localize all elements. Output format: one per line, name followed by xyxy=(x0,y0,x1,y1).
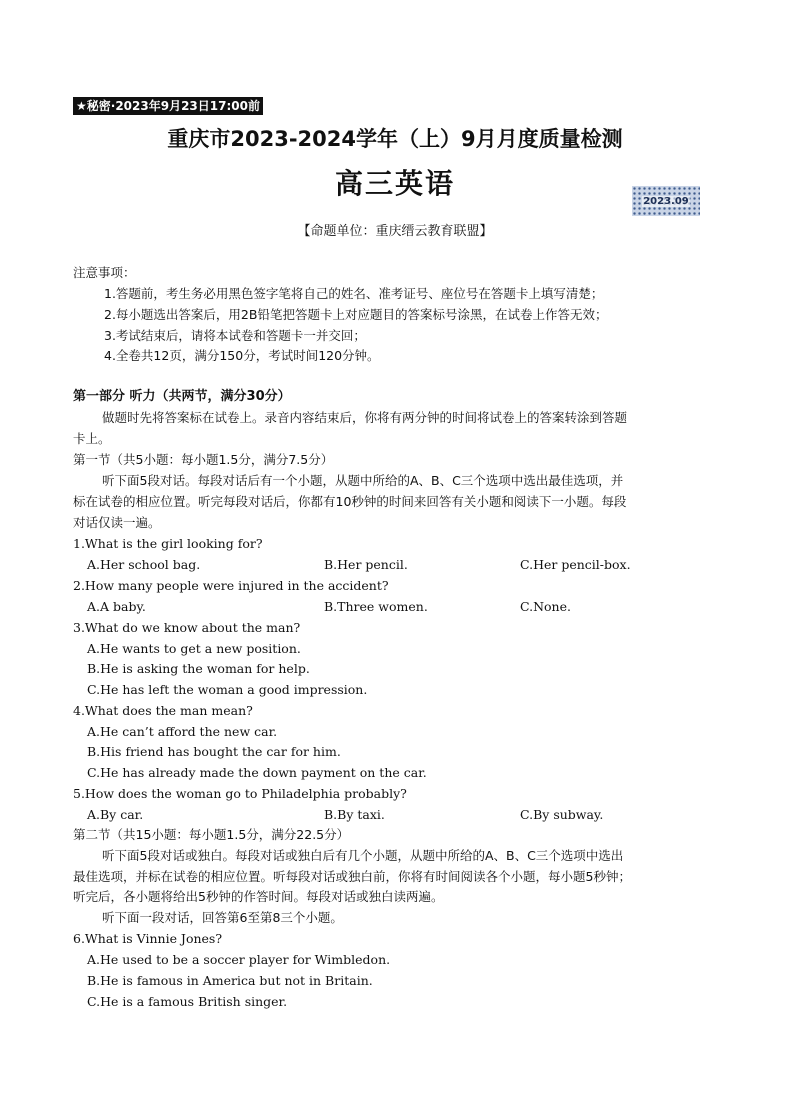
question-4-option-b: B.His friend has bought the car for him. xyxy=(87,744,341,759)
section2-intro-line2: 最佳选项，并标在试卷的相应位置。听每段对话或独白前，你将有时间阅读各个小题，每小题5秒钟； xyxy=(73,869,631,884)
exam-title: 重庆市2023-2024学年（上）9月月度质量检测 xyxy=(167,127,623,151)
secret-label: ★秘密·2023年9月23日17:00前 xyxy=(73,97,263,115)
part1-title: 第一部分 听力（共两节，满分30分） xyxy=(73,389,291,404)
question-3-option-b: B.He is asking the woman for help. xyxy=(87,661,310,676)
question-5-option-c: C.By subway. xyxy=(520,807,604,822)
question-1-option-b: B.Her pencil. xyxy=(324,557,408,572)
subject-title: 高三英语 xyxy=(334,167,455,200)
question-5-option-b: B.By taxi. xyxy=(324,807,385,822)
part1-intro-line2: 卡上。 xyxy=(73,431,111,446)
section1-intro-line1: 听下面5段对话。每段对话后有一个小题，从题中所给的A、B、C三个选项中选出最佳选项，并 xyxy=(102,473,624,488)
section2-intro-line4: 听下面一段对话，回答第6至第8三个小题。 xyxy=(102,910,343,925)
question-2-option-a: A.A baby. xyxy=(87,599,146,614)
question-6-option-b: B.He is famous in America but not in Britain. xyxy=(87,973,373,988)
question-4-option-c: C.He has already made the down payment on the car. xyxy=(87,765,427,780)
date-stamp xyxy=(632,186,700,216)
notice-heading: 注意事项： xyxy=(73,265,136,280)
section2-title: 第二节（共15小题：每小题1.5分，满分22.5分） xyxy=(73,827,350,842)
section1-title: 第一节（共5小题：每小题1.5分，满分7.5分） xyxy=(73,452,334,467)
question-4-stem: 4.What does the man mean? xyxy=(73,703,253,718)
question-2-option-c: C.None. xyxy=(520,599,571,614)
question-1-stem: 1.What is the girl looking for? xyxy=(73,536,263,551)
question-3-stem: 3.What do we know about the man? xyxy=(73,620,301,635)
notice-item-2: 2.每小题选出答案后，用2B铅笔把答题卡上对应题目的答案标号涂黑，在试卷上作答无效； xyxy=(104,307,608,322)
section2-intro-line1: 听下面5段对话或独白。每段对话或独白后有几个小题，从题中所给的A、B、C三个选项中选出 xyxy=(102,848,624,863)
question-1-option-c: C.Her pencil-box. xyxy=(520,557,631,572)
question-3-option-a: A.He wants to get a new position. xyxy=(87,641,301,656)
part1-intro-line1: 做题时先将答案标在试卷上。录音内容结束后，你将有两分钟的时间将试卷上的答案转涂到答题 xyxy=(102,410,628,425)
question-6-option-c: C.He is a famous British singer. xyxy=(87,994,288,1009)
question-2-stem: 2.How many people were injured in the accident? xyxy=(73,578,389,593)
question-4-option-a: A.He can’t afford the new car. xyxy=(87,724,278,739)
section1-intro-line3: 对话仅读一遍。 xyxy=(73,515,161,530)
notice-item-4: 4.全卷共12页，满分150分，考试时间120分钟。 xyxy=(104,348,380,363)
question-1-option-a: A.Her school bag. xyxy=(87,557,201,572)
question-3-option-c: C.He has left the woman a good impression. xyxy=(87,682,368,697)
issuing-unit: 【命题单位：重庆缙云教育联盟】 xyxy=(297,224,493,239)
section2-intro-line3: 听完后，各小题将给出5秒钟的作答时间。每段对话或独白读两遍。 xyxy=(73,889,444,904)
notice-item-1: 1.答题前，考生务必用黑色签字笔将自己的姓名、准考证号、座位号在答题卡上填写清楚； xyxy=(104,286,604,301)
question-2-option-b: B.Three women. xyxy=(324,599,428,614)
question-6-stem: 6.What is Vinnie Jones? xyxy=(73,931,223,946)
date-stamp-text: 2023.09 xyxy=(643,195,689,207)
question-5-option-a: A.By car. xyxy=(87,807,144,822)
question-5-stem: 5.How does the woman go to Philadelphia probably? xyxy=(73,786,407,801)
notice-item-3: 3.考试结束后，请将本试卷和答题卡一并交回； xyxy=(104,328,366,343)
section1-intro-line2: 标在试卷的相应位置。听完每段对话后，你都有10秒钟的时间来回答有关小题和阅读下一小题。每段 xyxy=(73,494,627,509)
question-6-option-a: A.He used to be a soccer player for Wimbledon. xyxy=(87,952,391,967)
